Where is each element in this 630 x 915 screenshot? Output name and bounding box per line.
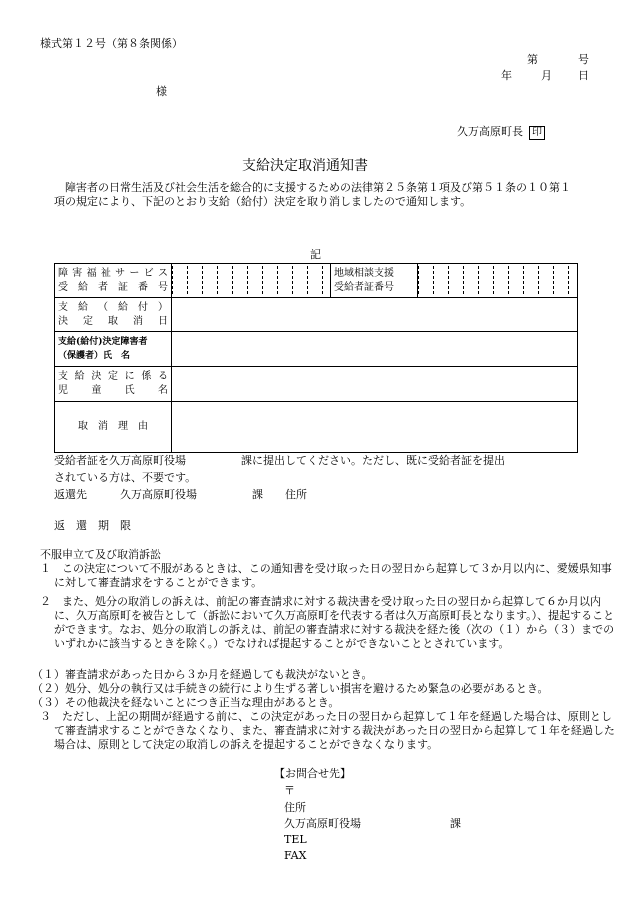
doc-number-go: 号 [578,53,589,66]
cert-number-digit-boxes [172,266,330,296]
consult-number-field[interactable] [418,264,578,298]
appeal-sub-3: （３）その他裁決を経ないことにつき正当な理由があるとき。 [32,696,340,709]
document-title: 支給決定取消通知書 [242,158,368,174]
reason-field[interactable] [172,402,578,453]
cert-number-field[interactable] [172,264,331,298]
ki-label: 記 [310,248,321,261]
appeal-item-1: １ この決定について不服があるときは、この通知書を受け取った日の翌日から起算して３か月以内に、愛媛県知事に対して審査請求をすることができます。 [40,562,612,589]
person-name-label: 支給(給付)決定障害者 （保護者）氏 名 [55,332,172,367]
appeal-sub-2: （２）処分、処分の執行又は手続きの続行により生ずる著しい損害を避けるため緊急の必要があるとき。 [32,682,549,695]
contact-fax: FAX [284,849,307,862]
issuer [457,126,545,140]
child-name-label: 支給決定に係る 児童氏名 [55,367,172,402]
return-deadline-label: 返 還 期 限 [54,519,131,532]
cert-number-label: 障害福祉サービス 受給者証番号 [55,264,172,298]
contact-tel: TEL [284,833,307,846]
cancel-date-label: 支給（給付） 決定取消日 [55,298,172,332]
recipient-suffix: 様 [156,85,167,98]
submit-line-1: 受給者証を久万高原町役場 課に提出してください。ただし、既に受給者証を提出 [54,454,505,467]
date-day: 日 [578,69,589,82]
info-table [54,263,578,453]
appeal-item-3: ３ ただし、上記の期間が経過する前に、この決定があった日の翌日から起算して１年を経過した場合は、原則として審査請求することができなくなり、また、審査請求に対する裁決があった日の翌日から起算して１年を経過した場合は、原則として決定の取消しの訴えを提起することができなくなります。 [40,710,615,751]
issuer-name: 久万高原町長 [457,125,523,138]
appeal-sub-1: （１）審査請求があった日から３か月を経過しても裁決がないとき。 [32,668,373,681]
appeal-item-2: ２ また、処分の取消しの訴えは、前記の審査請求に対する裁決書を受け取った日の翌日から起算して６か月以内に、久万高原町を被告として（訴訟において久万高原町を代表する者は久万高原町長となります。）、提起することができます。なお、処分の取消しの訴えは、前記の審査請求に対する裁決を経た後（次の（１）から（３）までのいずれかに該当するときを除く。）でなければ提起することができないこととされています。 [40,595,615,650]
contact-heading: 【お問合せ先】 [274,767,351,780]
child-name-field[interactable] [172,367,578,402]
return-address: 返還先 久万高原町役場 課 住所 [54,488,307,501]
date-year: 年 [501,69,512,82]
form-number: 様式第１２号（第８条関係） [40,37,183,50]
contact-postal: 〒 [284,784,295,797]
cancel-date-field[interactable] [172,298,578,332]
intro-paragraph: 障害者の日常生活及び社会生活を総合的に支援するための法律第２５条第１項及び第５１条の１０第１項の規定により、下記のとおり支給（給付）決定を取り消しましたので通知します。 [54,181,571,208]
doc-number-no: 第 [527,53,538,66]
reason-label: 取 消 理 由 [55,402,172,453]
date-month: 月 [541,69,552,82]
seal-mark: 印 [529,126,545,140]
consult-number-digit-boxes [418,266,577,296]
consult-number-label: 地域相談支援 受給者証番号 [331,264,418,298]
submit-line-2: されている方は、不要です。 [54,471,197,484]
contact-section: 課 [450,817,461,830]
contact-office: 久万高原町役場 [284,817,361,830]
appeal-heading: 不服申立て及び取消訴訟 [40,548,161,561]
contact-address: 住所 [284,801,306,814]
person-name-field[interactable] [172,332,578,367]
